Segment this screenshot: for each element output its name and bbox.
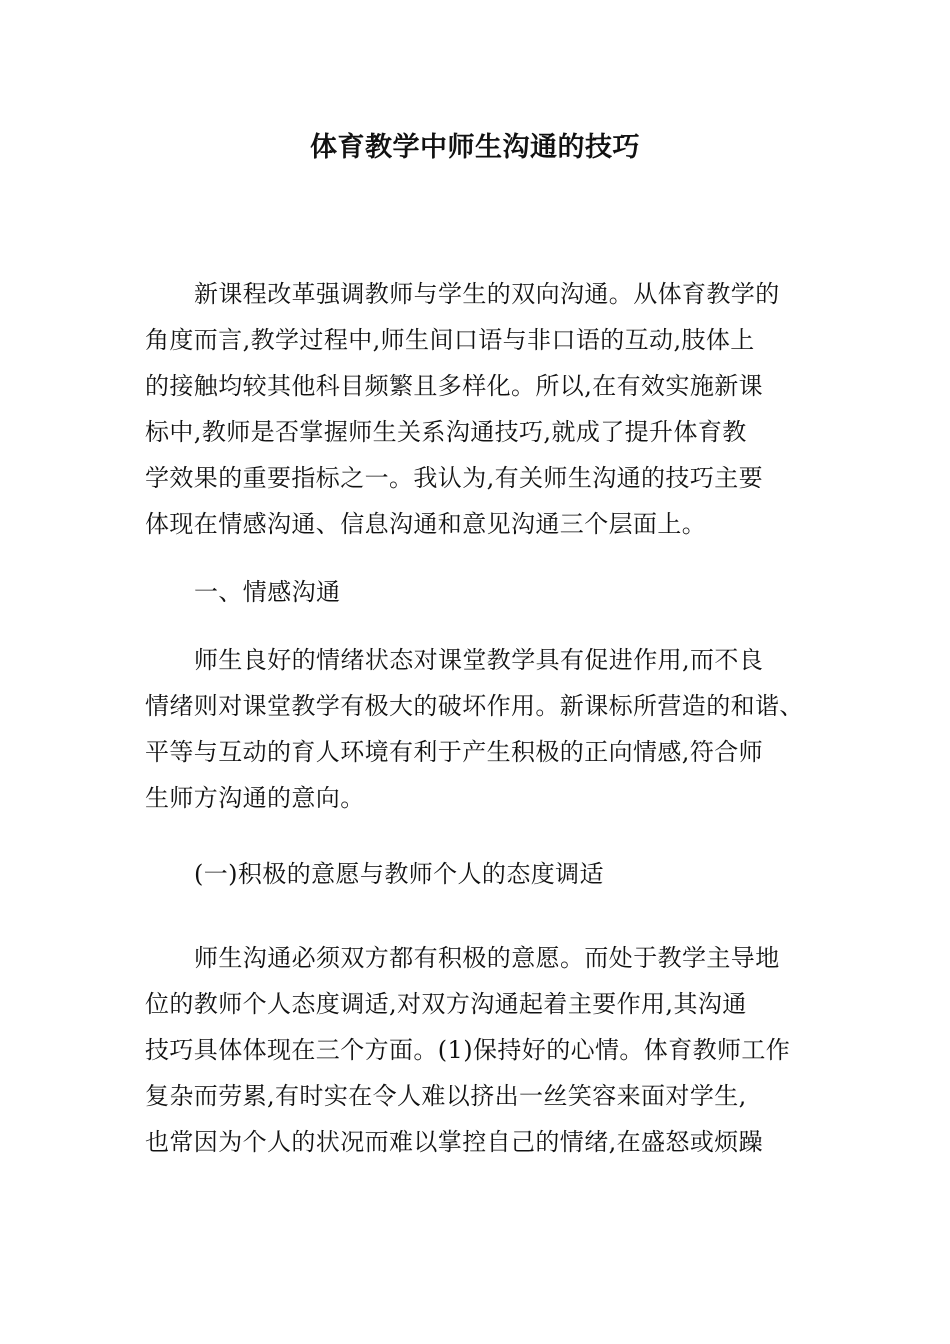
paragraph-line: 位的教师个人态度调适,对双方沟通起着主要作用,其沟通 (145, 990, 747, 1018)
subsection-heading: (一)积极的意愿与教师个人的态度调适 (194, 860, 604, 888)
paragraph-line: 师生沟通必须双方都有积极的意愿。而处于教学主导地 (194, 944, 780, 972)
paragraph-line: 情绪则对课堂教学有极大的破坏作用。新课标所营造的和谐、 (145, 692, 804, 720)
paragraph-line: 体现在情感沟通、信息沟通和意见沟通三个层面上。 (145, 510, 707, 538)
paragraph-line: 角度而言,教学过程中,师生间口语与非口语的互动,肢体上 (145, 326, 755, 354)
paragraph-line: 的接触均较其他科目频繁且多样化。所以,在有效实施新课 (145, 372, 764, 400)
paragraph-line: 生师方沟通的意向。 (145, 784, 365, 812)
paragraph-line: 标中,教师是否掌握师生关系沟通技巧,就成了提升体育教 (145, 418, 747, 446)
paragraph-line: 复杂而劳累,有时实在令人难以挤出一丝笑容来面对学生, (145, 1082, 747, 1110)
paragraph-line: 平等与互动的育人环境有利于产生积极的正向情感,符合师 (145, 738, 764, 766)
section-heading: 一、情感沟通 (194, 578, 341, 606)
paragraph-line: 也常因为个人的状况而难以掌控自己的情绪,在盛怒或烦躁 (145, 1128, 764, 1156)
paragraph-line: 新课程改革强调教师与学生的双向沟通。从体育教学的 (194, 280, 780, 308)
paragraph-line: 师生良好的情绪状态对课堂教学具有促进作用,而不良 (194, 646, 764, 674)
paragraph-line: 学效果的重要指标之一。我认为,有关师生沟通的技巧主要 (145, 464, 764, 492)
document-title: 体育教学中师生沟通的技巧 (310, 132, 640, 163)
paragraph-line: 技巧具体体现在三个方面。(1)保持好的心情。体育教师工作 (145, 1036, 791, 1064)
